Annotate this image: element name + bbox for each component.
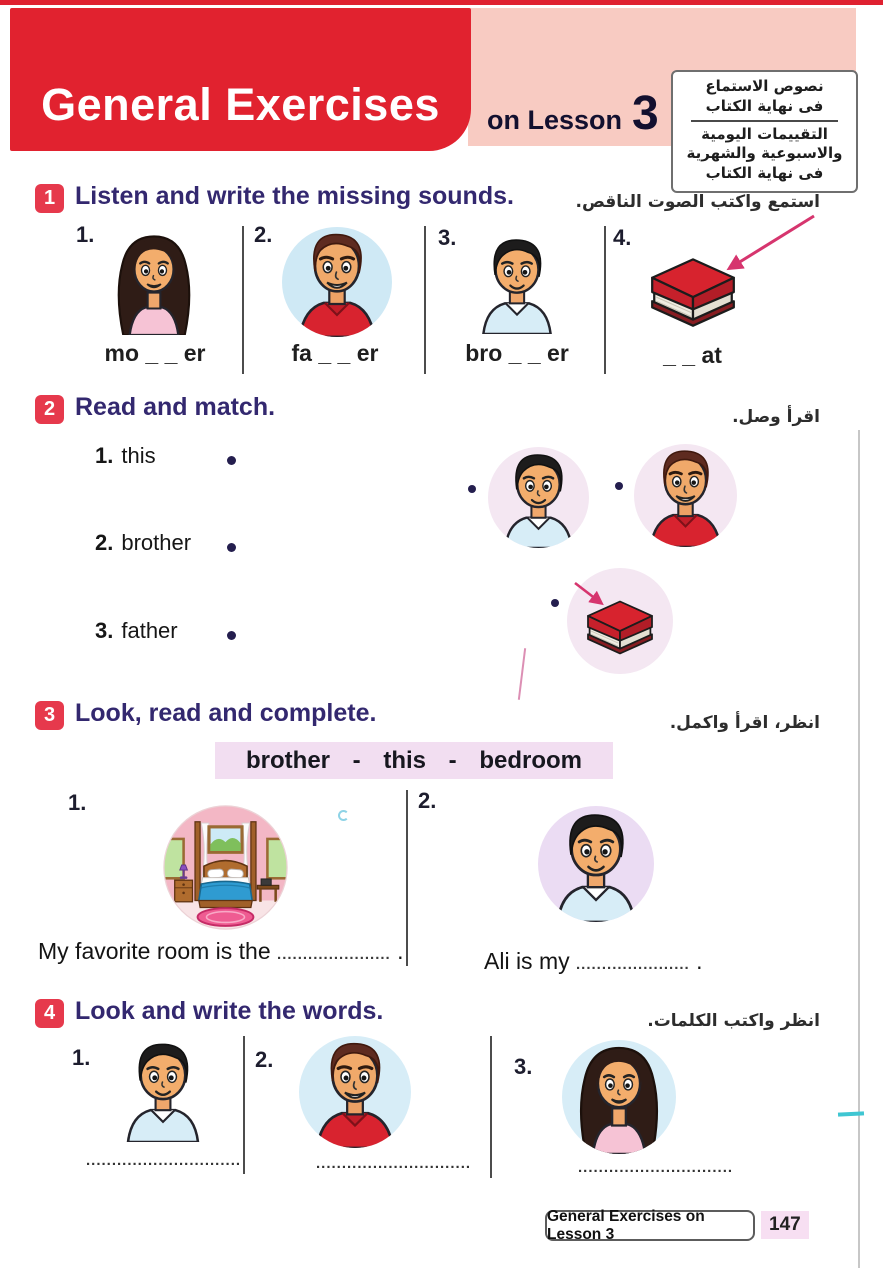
column-divider xyxy=(424,226,426,374)
red-book-icon xyxy=(642,246,744,334)
brother-face-illustration xyxy=(110,1036,216,1142)
father-face-illustration xyxy=(299,1036,411,1148)
column-divider xyxy=(406,790,408,966)
header-banner xyxy=(10,8,471,151)
exercise-3-item-1-number: 1. xyxy=(68,790,87,815)
match-dot-word-2[interactable] xyxy=(227,543,236,552)
sentence-ali-is-my: Ali is my ...................... . xyxy=(484,948,703,974)
bedroom-illustration xyxy=(162,804,289,931)
note-divider xyxy=(691,120,838,122)
exercise-1-number-badge: 1 xyxy=(35,184,64,213)
exercise-4-title: Look and write the words. xyxy=(75,997,384,1025)
exercise-1-title: Listen and write the missing sounds. xyxy=(75,182,514,210)
exercise-3-title: Look, read and complete. xyxy=(75,699,377,727)
note-line-1: نصوص الاستماع xyxy=(705,77,824,95)
match-dot-word-1[interactable] xyxy=(227,456,236,465)
exercise-1-item-1-word: mo _ _ er xyxy=(104,340,206,366)
father-face-illustration xyxy=(634,444,737,547)
page-number: 147 xyxy=(761,1211,809,1239)
exercise-3-item-2-number: 2. xyxy=(418,788,437,813)
scan-artifact-teal xyxy=(838,1111,864,1116)
brother-face-illustration xyxy=(488,447,589,548)
match-dot-word-3[interactable] xyxy=(227,631,236,640)
exercise-2-number-badge: 2 xyxy=(35,395,64,424)
exercise-3-number-badge: 3 xyxy=(35,701,64,730)
lesson-subtitle-text: on Lesson xyxy=(487,105,623,135)
page-title: General Exercises xyxy=(41,79,440,130)
column-divider xyxy=(604,226,606,374)
match-word-number: 1. xyxy=(95,443,114,468)
scan-edge-line xyxy=(858,430,860,1268)
exercise-4-item-2-number: 2. xyxy=(255,1047,274,1072)
scan-artifact-pink xyxy=(518,648,526,700)
exercise-1-item-4-word: _ _ at xyxy=(663,342,722,368)
exercise-1-item-4-number: 4. xyxy=(613,225,632,250)
exercise-4-item-1-number: 1. xyxy=(72,1045,91,1070)
match-word-number: 2. xyxy=(95,530,114,555)
column-divider xyxy=(490,1036,492,1178)
mother-face-illustration xyxy=(101,229,207,335)
lesson-number: 3 xyxy=(632,87,659,140)
exercise-1-item-2-number: 2. xyxy=(254,222,273,247)
note-line-4: والاسبوعية والشهرية xyxy=(686,144,843,163)
page-top-edge xyxy=(0,0,883,5)
match-word-brother: 2. brother xyxy=(95,530,192,555)
match-dot-image-2[interactable] xyxy=(615,482,623,490)
answer-blank[interactable]: ...................... xyxy=(277,946,391,963)
mother-face-illustration xyxy=(562,1040,676,1154)
note-line-3: التقييمات اليومية xyxy=(701,124,828,143)
sentence-favorite-room: My favorite room is the ...................... . xyxy=(38,938,404,964)
footer-label: General Exercises on Lesson 3 xyxy=(545,1210,755,1241)
exercise-4-item-3-number: 3. xyxy=(514,1054,533,1079)
brother-face-illustration xyxy=(466,232,568,334)
exercise-4-number-badge: 4 xyxy=(35,999,64,1028)
exercise-4-instruction-arabic: انظر واكتب الكلمات. xyxy=(647,1011,820,1031)
arabic-note-box xyxy=(671,70,858,193)
column-divider xyxy=(243,1036,245,1174)
exercise-3-instruction-arabic: انظر، اقرأ واكمل. xyxy=(669,713,820,733)
lesson-subtitle xyxy=(487,86,659,141)
answer-blank[interactable]: .............................. xyxy=(316,1155,472,1172)
pink-arrow-icon xyxy=(570,578,614,612)
column-divider xyxy=(242,226,244,374)
match-word-this: 1. this xyxy=(95,443,156,468)
answer-blank[interactable]: .............................. xyxy=(578,1159,734,1176)
exercise-1-item-2-word: fa _ _ er xyxy=(291,340,379,366)
note-line-5: فى نهاية الكتاب xyxy=(705,164,824,183)
answer-blank[interactable]: .............................. xyxy=(86,1152,242,1169)
exercise-1-instruction-arabic: استمع واكتب الصوت الناقص. xyxy=(575,192,820,212)
match-dot-image-3[interactable] xyxy=(551,599,559,607)
exercise-2-instruction-arabic: اقرأ وصل. xyxy=(732,407,820,427)
exercise-1-item-3-word: bro _ _ er xyxy=(465,340,569,366)
match-word-father: 3. father xyxy=(95,618,178,643)
match-word-number: 3. xyxy=(95,618,114,643)
word-bank: brother - this - bedroom xyxy=(215,742,613,779)
exercise-2-title: Read and match. xyxy=(75,393,276,421)
exercise-1-item-1-number: 1. xyxy=(76,222,95,247)
note-line-2: فى نهاية الكتاب xyxy=(705,96,824,115)
scan-artifact-cyan xyxy=(338,810,349,821)
match-dot-image-1[interactable] xyxy=(468,485,476,493)
brother-face-illustration xyxy=(538,806,654,922)
answer-blank[interactable]: ...................... xyxy=(576,956,690,973)
father-face-illustration xyxy=(282,227,392,337)
exercise-1-item-3-number: 3. xyxy=(438,225,457,250)
